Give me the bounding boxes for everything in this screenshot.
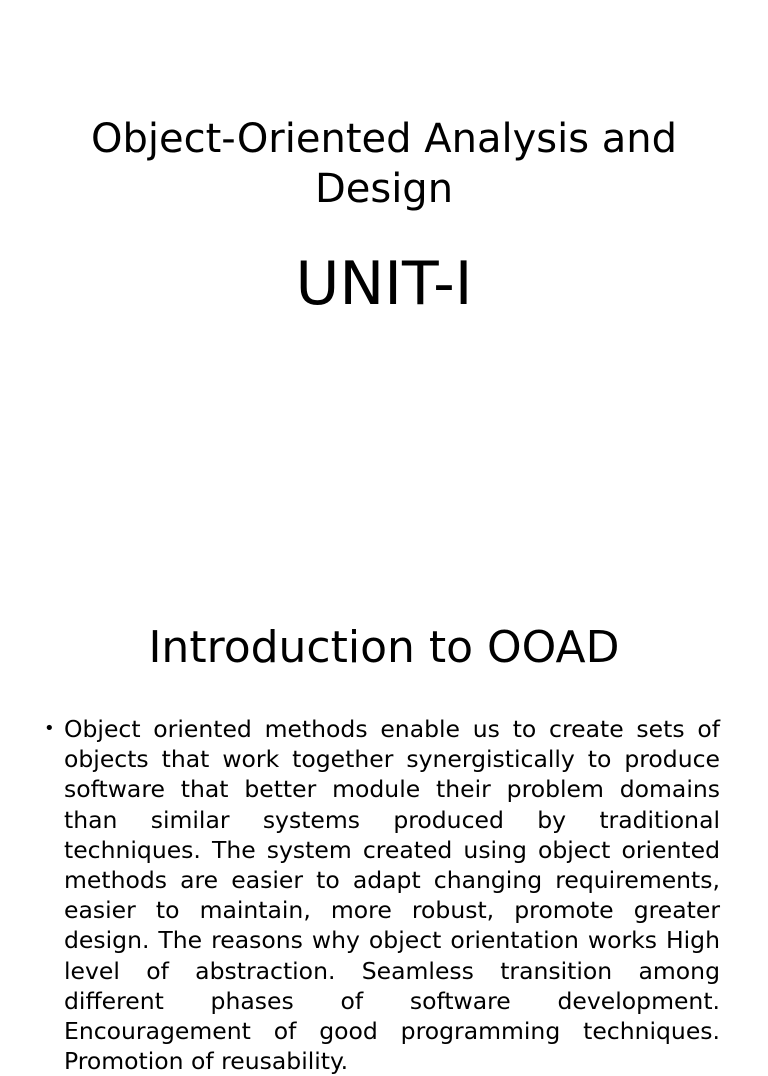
slide-title-heading: Object-Oriented Analysis and Design [91,116,677,212]
bullet-text: Object oriented methods enable us to create sets of objects that work together synergistically to produce software that better module their problem domains than similar systems produced by traditional techniques. The system created using object oriented methods are easier to adapt changing requirements, easier to maintain, more robust, promote greater design. The reasons why object orientation works High level of abstraction. Seamless transition among different phases of software development. Encouragement of good programming techniques. Promotion of reusability. [64,715,720,1076]
unit-label: UNIT-I [295,249,473,319]
slide-introduction [0,576,768,1076]
slide-intro-heading: Introduction to OOAD [148,622,620,673]
bullet-dot-icon: • [44,718,55,739]
bullet-list [44,714,720,1076]
list-item [44,714,720,1076]
